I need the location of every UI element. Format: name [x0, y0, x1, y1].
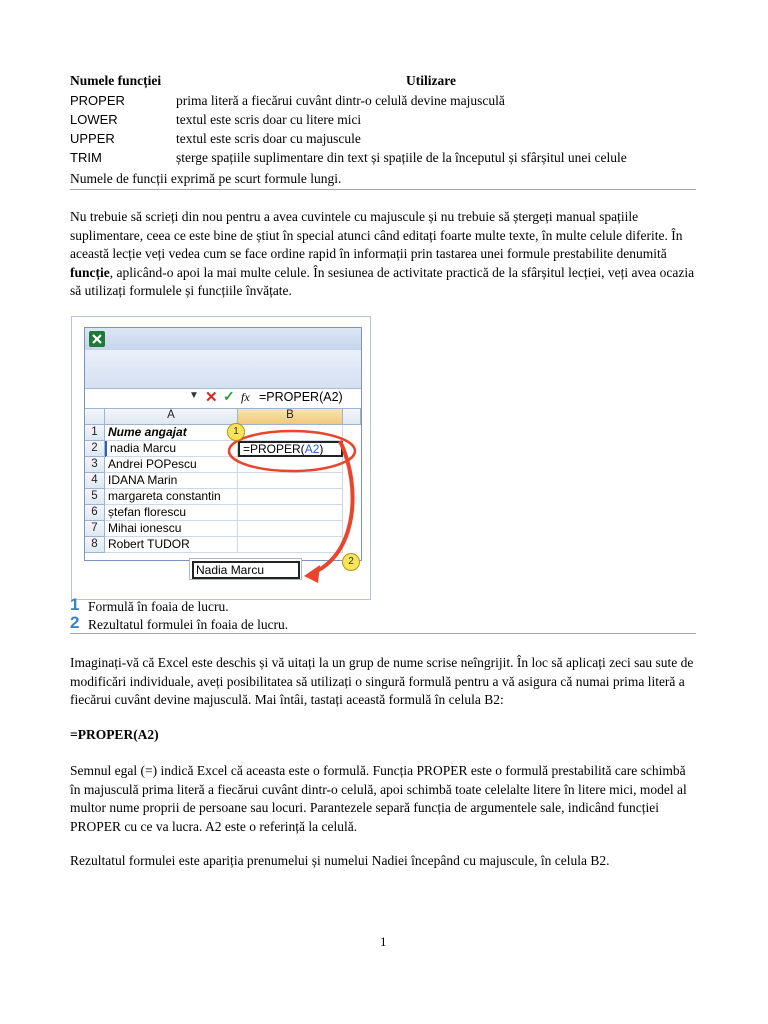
function-desc: textul este scris doar cu majuscule [176, 131, 361, 146]
callout-badge-2: 2 [342, 553, 360, 571]
body-paragraph: Imaginați-vă că Excel este deschis și vă uitați la un grup de nume scrise neîngrijit. În loc să aplicați zeci sau sute de modificări individuale, aveți posibilitatea să utilizați o singură formulă pentru a vă asigura că numai prima literă a fiecărui cuvânt devine majusculă. Mai întâi, tastați această formulă în celula B2: [70, 655, 694, 707]
intro-text: Nu trebuie să scrieți din nou pentru a avea cuvintele cu majuscule și nu trebuie să ștergeți manual spațiile suplimentare, ceea ce este bine de știut în special atunci când editați foarte multe texte, în multe celule diferite. În această lecție veți vedea cum se face ordine rapid în informații prin tastarea unei formule prestabilite denumită [70, 209, 683, 261]
cell-a[interactable]: nadia Marcu [105, 441, 238, 457]
cell-b[interactable]: =PROPER(A2) [238, 441, 343, 457]
row-header[interactable]: 4 [85, 473, 105, 489]
function-name: UPPER [70, 131, 115, 146]
result-cell [189, 558, 302, 580]
function-name: PROPER [70, 93, 125, 108]
table-header-name: Numele funcției [70, 73, 162, 88]
function-desc: prima literă a fiecărui cuvânt dintr-o celulă devine majusculă [176, 93, 505, 108]
row-header[interactable]: 7 [85, 521, 105, 537]
row-header[interactable]: 3 [85, 457, 105, 473]
divider [70, 633, 696, 634]
function-row [70, 112, 710, 131]
cell-a[interactable]: ștefan florescu [105, 505, 238, 521]
intro-bold-term: funcție [70, 264, 110, 280]
cancel-icon[interactable]: ✕ [205, 389, 218, 406]
function-row [70, 131, 710, 150]
cell-a[interactable]: margareta constantin [105, 489, 238, 505]
function-desc: textul este scris doar cu litere mici [176, 112, 362, 127]
confirm-icon[interactable]: ✓ [223, 388, 235, 404]
table-header-usage: Utilizare [406, 73, 456, 88]
caption-text: Rezultatul formulei în foaia de lucru. [88, 617, 289, 632]
function-row [70, 93, 710, 112]
result-cell-value: Nadia Marcu [192, 561, 300, 579]
cell-a[interactable]: Nume angajat [105, 425, 238, 441]
column-header-b[interactable]: B [238, 409, 343, 425]
function-name: TRIM [70, 150, 102, 165]
table-note: Numele de funcții exprimă pe scurt formule lungi. [70, 171, 342, 186]
fx-icon[interactable]: fx [241, 390, 250, 404]
page-number: 1 [380, 934, 387, 949]
divider [70, 189, 696, 190]
result-arrow [72, 317, 370, 599]
cell-a[interactable]: Mihai ionescu [105, 521, 238, 537]
row-header[interactable]: 5 [85, 489, 105, 505]
row-header[interactable]: 1 [85, 425, 105, 441]
body-paragraph: Semnul egal (=) indică Excel că aceasta este o formulă. Funcția PROPER este o formulă prestabilită care schimbă în majusculă prima literă a fiecărui cuvânt dintr-o celulă, apoi schimbă toate celelalte litere în litere mici, model al multor nume proprii de persoane sau locuri. Parantezele separă funcția de argumentele sale, indicând funcției PROPER cu ce va lucra. A2 este o referință la celulă. [70, 763, 687, 834]
callout-badge-1: 1 [227, 423, 245, 441]
body-paragraph: Rezultatul formulei este apariția prenumelui și numelui Nadiei începând cu majuscule, în celula B2. [70, 853, 610, 868]
row-header[interactable]: 2 [85, 441, 105, 457]
excel-screenshot-figure [71, 316, 371, 600]
column-header-a[interactable]: A [105, 409, 238, 425]
intro-paragraph [70, 208, 698, 301]
function-name: LOWER [70, 112, 118, 127]
cell-a[interactable]: Robert TUDOR [105, 537, 238, 553]
row-header[interactable]: 6 [85, 505, 105, 521]
formula-bar-value[interactable]: =PROPER(A2) [259, 390, 343, 404]
function-desc: șterge spațiile suplimentare din text și spațiile de la începutul și sfârșitul unei celule [176, 150, 627, 165]
cell-a[interactable]: Andrei POPescu [105, 457, 238, 473]
caption-text: Formulă în foaia de lucru. [88, 599, 229, 614]
function-row [70, 150, 710, 169]
caption-number: 2 [70, 613, 80, 632]
intro-text-end: , aplicând-o apoi la mai multe celule. În sesiunea de activitate practică de la sfârșitul lecției, veți avea ocazia să utilizați formulele și funcțiile învățate. [70, 264, 695, 298]
chevron-down-icon[interactable]: ▼ [189, 390, 199, 401]
row-header[interactable]: 8 [85, 537, 105, 553]
formula-example: =PROPER(A2) [70, 727, 159, 742]
caption-number: 1 [70, 595, 80, 614]
cell-a[interactable]: IDANA Marin [105, 473, 238, 489]
